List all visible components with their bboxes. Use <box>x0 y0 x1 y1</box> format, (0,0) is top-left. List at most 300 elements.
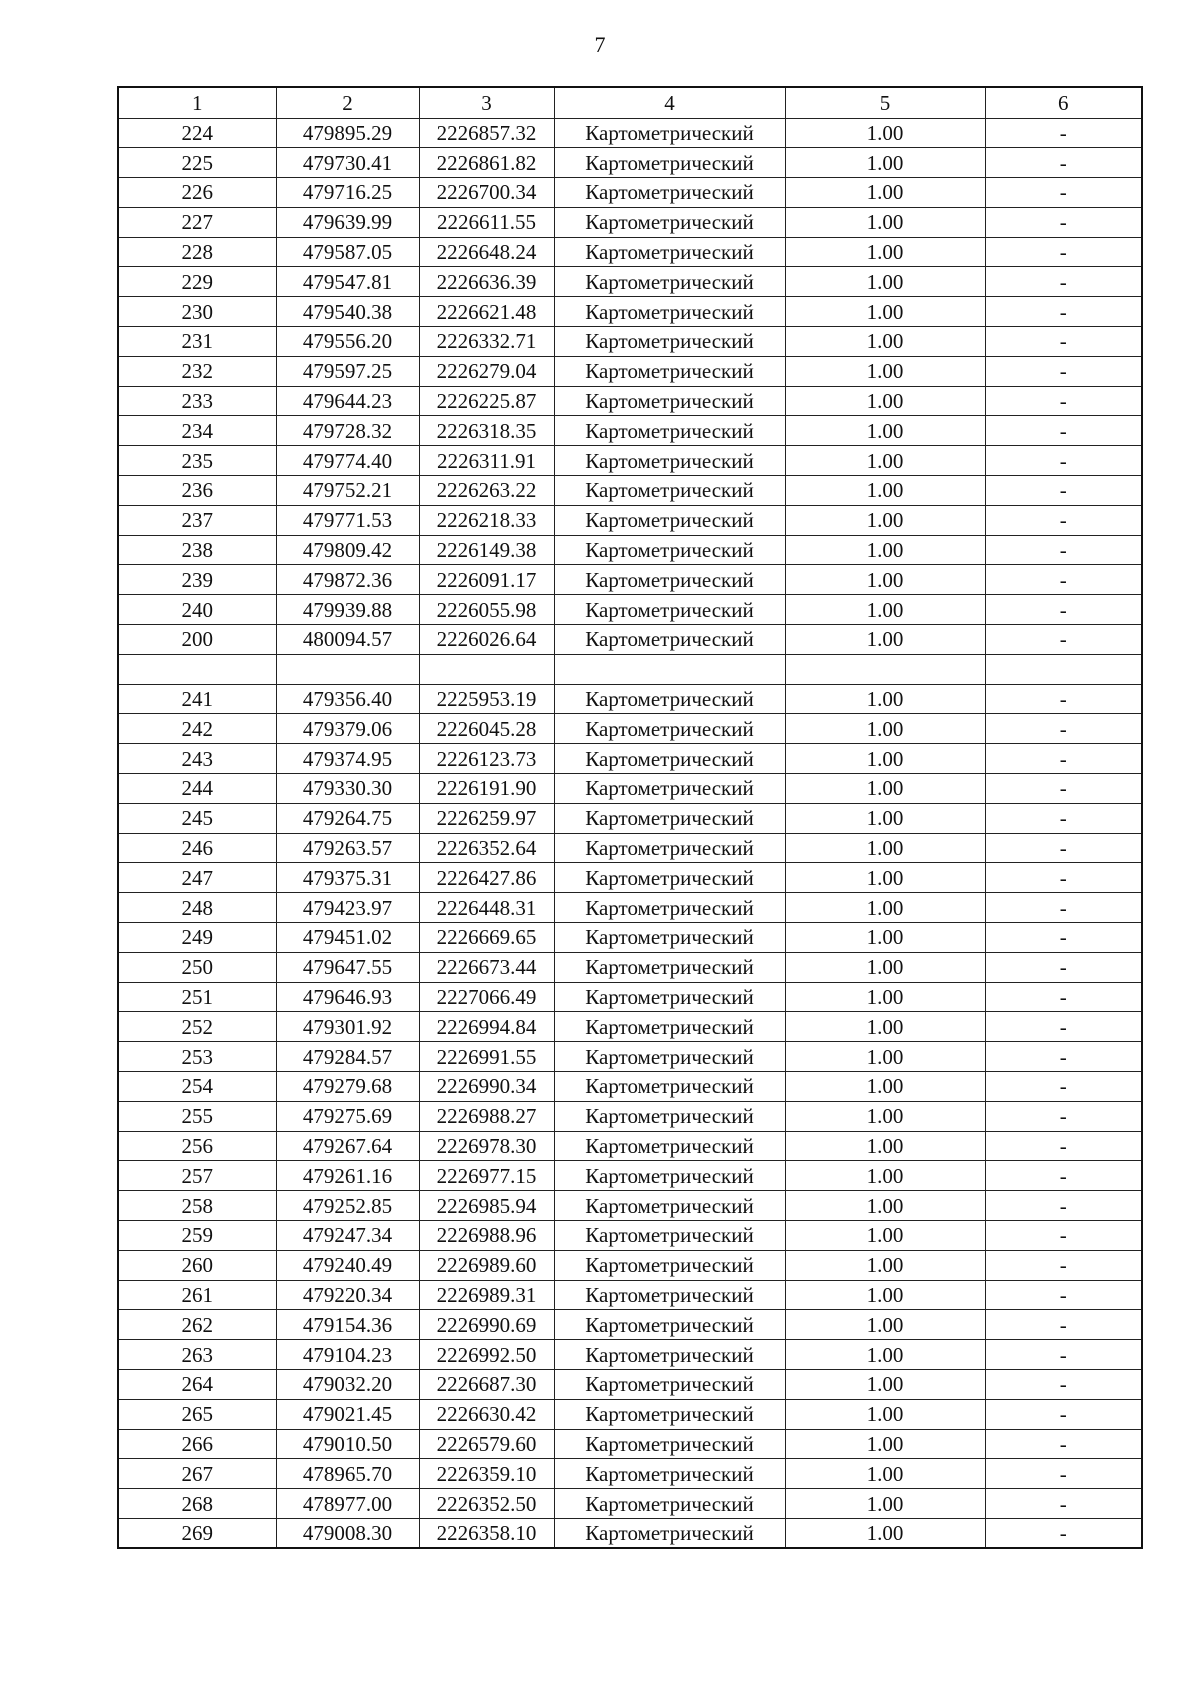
table-header-row <box>118 87 1142 118</box>
y-coordinate-cell: 2226990.34 <box>419 1072 554 1102</box>
y-coordinate-cell: 2226055.98 <box>419 595 554 625</box>
point-number-cell: 262 <box>118 1310 276 1340</box>
method-cell: Картометрический <box>554 297 785 327</box>
note-cell: - <box>985 476 1142 506</box>
y-coordinate-cell: 2226857.32 <box>419 118 554 148</box>
table-row <box>118 654 1142 684</box>
y-coordinate-cell: 2227066.49 <box>419 982 554 1012</box>
column-header: 1 <box>118 87 276 118</box>
table-row <box>118 416 1142 446</box>
accuracy-cell: 1.00 <box>785 1101 985 1131</box>
note-cell: - <box>985 744 1142 774</box>
point-number-cell: 269 <box>118 1518 276 1548</box>
note-cell: - <box>985 1280 1142 1310</box>
accuracy-cell: 1.00 <box>785 714 985 744</box>
table-row <box>118 1012 1142 1042</box>
accuracy-cell: 1.00 <box>785 505 985 535</box>
y-coordinate-cell: 2226994.84 <box>419 1012 554 1042</box>
accuracy-cell: 1.00 <box>785 923 985 953</box>
table-row <box>118 923 1142 953</box>
x-coordinate-cell: 479556.20 <box>276 327 419 357</box>
x-coordinate-cell: 479032.20 <box>276 1369 419 1399</box>
x-coordinate-cell: 479647.55 <box>276 952 419 982</box>
point-number-cell: 240 <box>118 595 276 625</box>
note-cell: - <box>985 1310 1142 1340</box>
accuracy-cell: 1.00 <box>785 267 985 297</box>
y-coordinate-cell: 2226977.15 <box>419 1161 554 1191</box>
table-row <box>118 595 1142 625</box>
table-row <box>118 237 1142 267</box>
note-cell: - <box>985 1399 1142 1429</box>
table-row <box>118 178 1142 208</box>
y-coordinate-cell: 2226673.44 <box>419 952 554 982</box>
point-number-cell: 236 <box>118 476 276 506</box>
y-coordinate-cell: 2226988.96 <box>419 1220 554 1250</box>
table-row <box>118 1250 1142 1280</box>
y-coordinate-cell: 2226992.50 <box>419 1340 554 1370</box>
x-coordinate-cell: 478977.00 <box>276 1489 419 1519</box>
accuracy-cell: 1.00 <box>785 1518 985 1548</box>
method-cell: Картометрический <box>554 416 785 446</box>
table-row <box>118 148 1142 178</box>
accuracy-cell: 1.00 <box>785 833 985 863</box>
accuracy-cell: 1.00 <box>785 327 985 357</box>
y-coordinate-cell: 2226318.35 <box>419 416 554 446</box>
table-row <box>118 267 1142 297</box>
note-cell: - <box>985 684 1142 714</box>
accuracy-cell: 1.00 <box>785 952 985 982</box>
note-cell: - <box>985 1101 1142 1131</box>
accuracy-cell: 1.00 <box>785 1131 985 1161</box>
column-header: 6 <box>985 87 1142 118</box>
method-cell: Картометрический <box>554 863 785 893</box>
method-cell: Картометрический <box>554 1101 785 1131</box>
accuracy-cell: 1.00 <box>785 1340 985 1370</box>
accuracy-cell: 1.00 <box>785 237 985 267</box>
y-coordinate-cell: 2226149.38 <box>419 535 554 565</box>
note-cell: - <box>985 833 1142 863</box>
x-coordinate-cell: 479752.21 <box>276 476 419 506</box>
note-cell: - <box>985 416 1142 446</box>
method-cell: Картометрический <box>554 1429 785 1459</box>
method-cell <box>554 654 785 684</box>
note-cell: - <box>985 1429 1142 1459</box>
table-row <box>118 1161 1142 1191</box>
x-coordinate-cell: 480094.57 <box>276 625 419 655</box>
x-coordinate-cell: 479263.57 <box>276 833 419 863</box>
column-header: 4 <box>554 87 785 118</box>
note-cell: - <box>985 535 1142 565</box>
y-coordinate-cell: 2226687.30 <box>419 1369 554 1399</box>
point-number-cell: 235 <box>118 446 276 476</box>
x-coordinate-cell: 479104.23 <box>276 1340 419 1370</box>
accuracy-cell: 1.00 <box>785 1161 985 1191</box>
method-cell: Картометрический <box>554 148 785 178</box>
column-header: 2 <box>276 87 419 118</box>
point-number-cell: 267 <box>118 1459 276 1489</box>
y-coordinate-cell: 2226978.30 <box>419 1131 554 1161</box>
x-coordinate-cell: 479154.36 <box>276 1310 419 1340</box>
note-cell: - <box>985 1161 1142 1191</box>
point-number-cell: 242 <box>118 714 276 744</box>
x-coordinate-cell: 479284.57 <box>276 1042 419 1072</box>
table-row <box>118 833 1142 863</box>
accuracy-cell: 1.00 <box>785 1250 985 1280</box>
x-coordinate-cell: 479021.45 <box>276 1399 419 1429</box>
point-number-cell: 224 <box>118 118 276 148</box>
x-coordinate-cell: 479540.38 <box>276 297 419 327</box>
method-cell: Картометрический <box>554 595 785 625</box>
note-cell: - <box>985 356 1142 386</box>
method-cell: Картометрический <box>554 207 785 237</box>
x-coordinate-cell: 479809.42 <box>276 535 419 565</box>
note-cell: - <box>985 565 1142 595</box>
point-number-cell: 249 <box>118 923 276 953</box>
accuracy-cell: 1.00 <box>785 774 985 804</box>
table-row <box>118 982 1142 1012</box>
accuracy-cell: 1.00 <box>785 1072 985 1102</box>
accuracy-cell: 1.00 <box>785 1489 985 1519</box>
accuracy-cell: 1.00 <box>785 476 985 506</box>
y-coordinate-cell: 2226263.22 <box>419 476 554 506</box>
accuracy-cell: 1.00 <box>785 535 985 565</box>
method-cell: Картометрический <box>554 625 785 655</box>
method-cell: Картометрический <box>554 1042 785 1072</box>
note-cell: - <box>985 1012 1142 1042</box>
table-row <box>118 386 1142 416</box>
x-coordinate-cell: 479010.50 <box>276 1429 419 1459</box>
table-row <box>118 803 1142 833</box>
note-cell: - <box>985 178 1142 208</box>
table-row <box>118 863 1142 893</box>
accuracy-cell: 1.00 <box>785 416 985 446</box>
y-coordinate-cell: 2226359.10 <box>419 1459 554 1489</box>
accuracy-cell: 1.00 <box>785 356 985 386</box>
note-cell: - <box>985 267 1142 297</box>
method-cell: Картометрический <box>554 237 785 267</box>
method-cell: Картометрический <box>554 893 785 923</box>
method-cell: Картометрический <box>554 118 785 148</box>
x-coordinate-cell: 479375.31 <box>276 863 419 893</box>
method-cell: Картометрический <box>554 1310 785 1340</box>
method-cell: Картометрический <box>554 833 785 863</box>
table-row <box>118 356 1142 386</box>
x-coordinate-cell: 479374.95 <box>276 744 419 774</box>
x-coordinate-cell: 479895.29 <box>276 118 419 148</box>
y-coordinate-cell: 2225953.19 <box>419 684 554 714</box>
method-cell: Картометрический <box>554 535 785 565</box>
point-number-cell: 261 <box>118 1280 276 1310</box>
method-cell: Картометрический <box>554 178 785 208</box>
y-coordinate-cell: 2226989.31 <box>419 1280 554 1310</box>
accuracy-cell: 1.00 <box>785 118 985 148</box>
x-coordinate-cell: 479356.40 <box>276 684 419 714</box>
point-number-cell: 228 <box>118 237 276 267</box>
accuracy-cell: 1.00 <box>785 982 985 1012</box>
x-coordinate-cell: 479646.93 <box>276 982 419 1012</box>
point-number-cell: 232 <box>118 356 276 386</box>
accuracy-cell: 1.00 <box>785 625 985 655</box>
table-row <box>118 1518 1142 1548</box>
method-cell: Картометрический <box>554 1399 785 1429</box>
note-cell: - <box>985 625 1142 655</box>
x-coordinate-cell: 479261.16 <box>276 1161 419 1191</box>
table-row <box>118 952 1142 982</box>
x-coordinate-cell: 479451.02 <box>276 923 419 953</box>
y-coordinate-cell: 2226989.60 <box>419 1250 554 1280</box>
point-number-cell: 253 <box>118 1042 276 1072</box>
x-coordinate-cell: 479220.34 <box>276 1280 419 1310</box>
table-row <box>118 1191 1142 1221</box>
point-number-cell: 233 <box>118 386 276 416</box>
method-cell: Картометрический <box>554 565 785 595</box>
accuracy-cell: 1.00 <box>785 863 985 893</box>
point-number-cell: 257 <box>118 1161 276 1191</box>
point-number-cell: 246 <box>118 833 276 863</box>
table-row <box>118 327 1142 357</box>
table-row <box>118 505 1142 535</box>
y-coordinate-cell: 2226861.82 <box>419 148 554 178</box>
accuracy-cell: 1.00 <box>785 148 985 178</box>
y-coordinate-cell: 2226669.65 <box>419 923 554 953</box>
accuracy-cell: 1.00 <box>785 1012 985 1042</box>
point-number-cell: 238 <box>118 535 276 565</box>
table-row <box>118 565 1142 595</box>
y-coordinate-cell: 2226123.73 <box>419 744 554 774</box>
note-cell: - <box>985 1489 1142 1519</box>
y-coordinate-cell: 2226700.34 <box>419 178 554 208</box>
method-cell: Картометрический <box>554 505 785 535</box>
note-cell: - <box>985 237 1142 267</box>
x-coordinate-cell: 479587.05 <box>276 237 419 267</box>
x-coordinate-cell: 479264.75 <box>276 803 419 833</box>
note-cell: - <box>985 1042 1142 1072</box>
accuracy-cell: 1.00 <box>785 1280 985 1310</box>
note-cell: - <box>985 952 1142 982</box>
accuracy-cell: 1.00 <box>785 803 985 833</box>
accuracy-cell: 1.00 <box>785 207 985 237</box>
point-number-cell: 244 <box>118 774 276 804</box>
note-cell: - <box>985 1250 1142 1280</box>
accuracy-cell: 1.00 <box>785 1399 985 1429</box>
table-row <box>118 535 1142 565</box>
table-row <box>118 774 1142 804</box>
method-cell: Картометрический <box>554 684 785 714</box>
accuracy-cell: 1.00 <box>785 386 985 416</box>
note-cell: - <box>985 803 1142 833</box>
point-number-cell: 243 <box>118 744 276 774</box>
accuracy-cell: 1.00 <box>785 297 985 327</box>
point-number-cell: 229 <box>118 267 276 297</box>
x-coordinate-cell: 479279.68 <box>276 1072 419 1102</box>
y-coordinate-cell: 2226218.33 <box>419 505 554 535</box>
method-cell: Картометрический <box>554 1518 785 1548</box>
y-coordinate-cell: 2226427.86 <box>419 863 554 893</box>
table-row <box>118 1459 1142 1489</box>
point-number-cell: 258 <box>118 1191 276 1221</box>
note-cell: - <box>985 1220 1142 1250</box>
accuracy-cell: 1.00 <box>785 595 985 625</box>
point-number-cell: 237 <box>118 505 276 535</box>
y-coordinate-cell: 2226991.55 <box>419 1042 554 1072</box>
note-cell: - <box>985 1518 1142 1548</box>
method-cell: Картометрический <box>554 1489 785 1519</box>
method-cell: Картометрический <box>554 446 785 476</box>
y-coordinate-cell: 2226358.10 <box>419 1518 554 1548</box>
point-number-cell: 255 <box>118 1101 276 1131</box>
table-row <box>118 714 1142 744</box>
column-header: 3 <box>419 87 554 118</box>
note-cell: - <box>985 863 1142 893</box>
accuracy-cell: 1.00 <box>785 684 985 714</box>
x-coordinate-cell: 479379.06 <box>276 714 419 744</box>
method-cell: Картометрический <box>554 1340 785 1370</box>
x-coordinate-cell: 478965.70 <box>276 1459 419 1489</box>
y-coordinate-cell: 2226091.17 <box>419 565 554 595</box>
point-number-cell: 248 <box>118 893 276 923</box>
page-number: 7 <box>594 32 606 57</box>
method-cell: Картометрический <box>554 1280 785 1310</box>
point-number-cell: 250 <box>118 952 276 982</box>
method-cell: Картометрический <box>554 1369 785 1399</box>
point-number-cell: 254 <box>118 1072 276 1102</box>
table-row <box>118 1101 1142 1131</box>
point-number-cell: 263 <box>118 1340 276 1370</box>
point-number-cell: 265 <box>118 1399 276 1429</box>
x-coordinate-cell: 479597.25 <box>276 356 419 386</box>
x-coordinate-cell: 479639.99 <box>276 207 419 237</box>
note-cell: - <box>985 893 1142 923</box>
note-cell: - <box>985 1191 1142 1221</box>
x-coordinate-cell: 479774.40 <box>276 446 419 476</box>
accuracy-cell: 1.00 <box>785 1220 985 1250</box>
method-cell: Картометрический <box>554 774 785 804</box>
x-coordinate-cell: 479423.97 <box>276 893 419 923</box>
y-coordinate-cell: 2226279.04 <box>419 356 554 386</box>
accuracy-cell: 1.00 <box>785 893 985 923</box>
note-cell: - <box>985 1340 1142 1370</box>
method-cell: Картометрический <box>554 386 785 416</box>
note-cell: - <box>985 923 1142 953</box>
table-row <box>118 1280 1142 1310</box>
note-cell: - <box>985 982 1142 1012</box>
note-cell: - <box>985 1072 1142 1102</box>
table-row <box>118 1220 1142 1250</box>
y-coordinate-cell: 2226579.60 <box>419 1429 554 1459</box>
table-body <box>118 118 1142 1548</box>
method-cell: Картометрический <box>554 714 785 744</box>
point-number-cell: 234 <box>118 416 276 446</box>
note-cell: - <box>985 118 1142 148</box>
point-number-cell <box>118 654 276 684</box>
accuracy-cell: 1.00 <box>785 1429 985 1459</box>
y-coordinate-cell: 2226985.94 <box>419 1191 554 1221</box>
point-number-cell: 260 <box>118 1250 276 1280</box>
x-coordinate-cell: 479252.85 <box>276 1191 419 1221</box>
y-coordinate-cell: 2226648.24 <box>419 237 554 267</box>
y-coordinate-cell: 2226311.91 <box>419 446 554 476</box>
accuracy-cell: 1.00 <box>785 1310 985 1340</box>
x-coordinate-cell: 479771.53 <box>276 505 419 535</box>
column-header: 5 <box>785 87 985 118</box>
x-coordinate-cell: 479872.36 <box>276 565 419 595</box>
note-cell: - <box>985 327 1142 357</box>
note-cell: - <box>985 1131 1142 1161</box>
method-cell: Картометрический <box>554 1131 785 1161</box>
y-coordinate-cell: 2226259.97 <box>419 803 554 833</box>
table-row <box>118 1399 1142 1429</box>
x-coordinate-cell: 479547.81 <box>276 267 419 297</box>
table-row <box>118 893 1142 923</box>
note-cell: - <box>985 207 1142 237</box>
coordinates-table <box>117 86 1143 1549</box>
x-coordinate-cell: 479247.34 <box>276 1220 419 1250</box>
table-row <box>118 297 1142 327</box>
method-cell: Картометрический <box>554 356 785 386</box>
x-coordinate-cell: 479644.23 <box>276 386 419 416</box>
accuracy-cell: 1.00 <box>785 744 985 774</box>
method-cell: Картометрический <box>554 1161 785 1191</box>
note-cell: - <box>985 505 1142 535</box>
x-coordinate-cell: 479728.32 <box>276 416 419 446</box>
note-cell: - <box>985 595 1142 625</box>
table-row <box>118 1340 1142 1370</box>
y-coordinate-cell: 2226352.64 <box>419 833 554 863</box>
accuracy-cell: 1.00 <box>785 446 985 476</box>
point-number-cell: 226 <box>118 178 276 208</box>
y-coordinate-cell: 2226988.27 <box>419 1101 554 1131</box>
accuracy-cell: 1.00 <box>785 178 985 208</box>
point-number-cell: 227 <box>118 207 276 237</box>
accuracy-cell: 1.00 <box>785 1191 985 1221</box>
table-row <box>118 1131 1142 1161</box>
note-cell: - <box>985 446 1142 476</box>
x-coordinate-cell: 479008.30 <box>276 1518 419 1548</box>
y-coordinate-cell: 2226026.64 <box>419 625 554 655</box>
table-row <box>118 625 1142 655</box>
note-cell: - <box>985 148 1142 178</box>
point-number-cell: 256 <box>118 1131 276 1161</box>
accuracy-cell: 1.00 <box>785 1459 985 1489</box>
point-number-cell: 230 <box>118 297 276 327</box>
method-cell: Картометрический <box>554 1459 785 1489</box>
note-cell: - <box>985 1369 1142 1399</box>
y-coordinate-cell: 2226611.55 <box>419 207 554 237</box>
table-row <box>118 476 1142 506</box>
table-row <box>118 207 1142 237</box>
table-row <box>118 744 1142 774</box>
x-coordinate-cell: 479716.25 <box>276 178 419 208</box>
y-coordinate-cell: 2226630.42 <box>419 1399 554 1429</box>
method-cell: Картометрический <box>554 1072 785 1102</box>
table-row <box>118 1429 1142 1459</box>
y-coordinate-cell: 2226448.31 <box>419 893 554 923</box>
note-cell: - <box>985 297 1142 327</box>
point-number-cell: 231 <box>118 327 276 357</box>
x-coordinate-cell: 479240.49 <box>276 1250 419 1280</box>
point-number-cell: 245 <box>118 803 276 833</box>
method-cell: Картометрический <box>554 952 785 982</box>
point-number-cell: 251 <box>118 982 276 1012</box>
y-coordinate-cell: 2226191.90 <box>419 774 554 804</box>
method-cell: Картометрический <box>554 923 785 953</box>
method-cell: Картометрический <box>554 1191 785 1221</box>
x-coordinate-cell: 479330.30 <box>276 774 419 804</box>
note-cell: - <box>985 386 1142 416</box>
method-cell: Картометрический <box>554 803 785 833</box>
point-number-cell: 247 <box>118 863 276 893</box>
point-number-cell: 259 <box>118 1220 276 1250</box>
